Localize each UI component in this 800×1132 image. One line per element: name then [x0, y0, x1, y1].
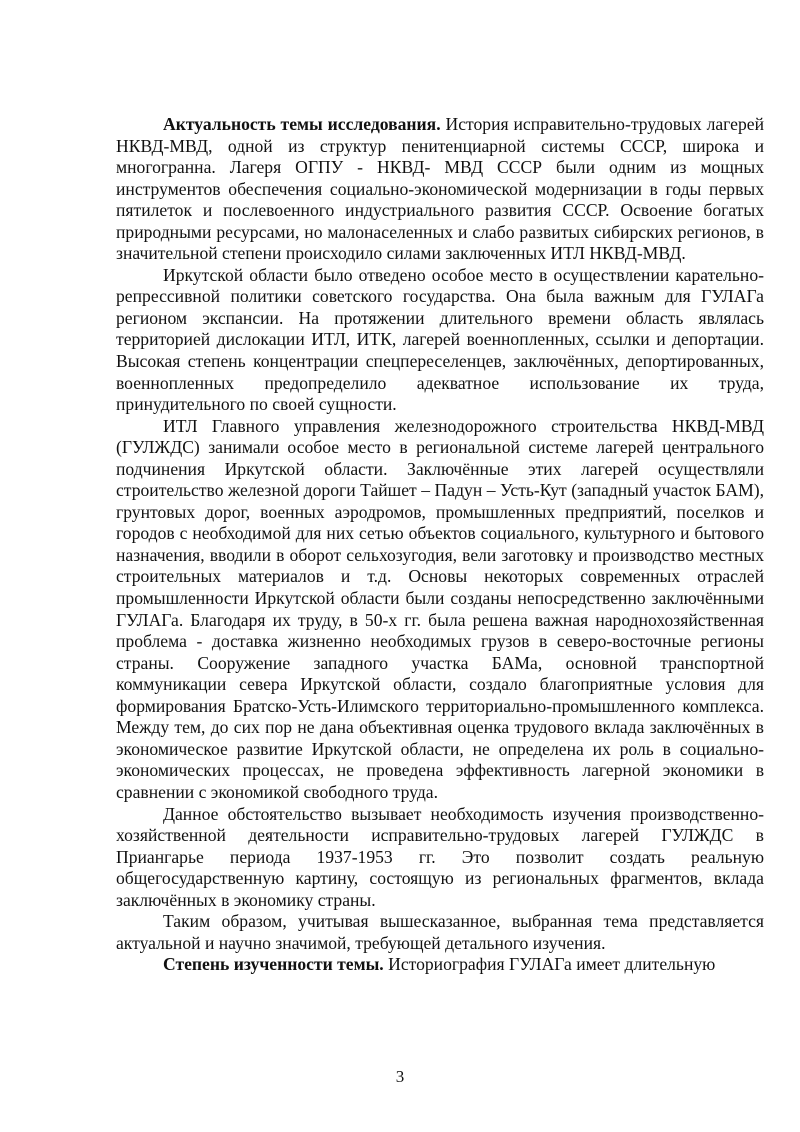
paragraph-text: Иркутской области было отведено особое место в осуществлении карательно-репрессивной политики советского государства. Она была важным для ГУЛАГа регионом экспансии. На протяжении длительного времени область являлась территорией дислокации ИТЛ, ИТК, лагерей военнопленных, ссылки и депортации. Высокая степень концентрации спецпереселенцев, заключённых, депортированных, военнопленных предопределило адекватное использование их труда, принудительного по своей сущности.	[116, 264, 764, 415]
paragraph-text: Историография ГУЛАГа имеет длительную	[383, 954, 716, 975]
paragraph-conclusion	[116, 911, 764, 954]
paragraph-necessity	[116, 804, 764, 912]
paragraph-heading-study-degree: Степень изученности темы.	[163, 954, 384, 975]
paragraph-text: Данное обстоятельство вызывает необходимость изучения производственно-хозяйственной деятельности исправительно-трудовых лагерей ГУЛЖДС в Приангарье периода 1937-1953 гг. Это позволит создать реальную общегосударственную картину, состоящую из региональных фрагментов, вклада заключённых в экономику страны.	[116, 803, 764, 910]
paragraph-text: ИТЛ Главного управления железнодорожного строительства НКВД-МВД (ГУЛЖДС) занимали особое место в региональной системе лагерей центрального подчинения Иркутской области. Заключённые этих лагерей осуществляли строительство железной дороги Тайшет – Падун – Усть-Кут (западный участок БАМ), грунтовых дорог, военных аэродромов, промышленных предприятий, поселков и городов с необходимой для них сетью объектов социального, культурного и бытового назначения, вводили в оборот сельхозугодия, вели заготовку и производство местных строительных материалов и т.д. Основы некоторых современных отраслей промышленности Иркутской области были созданы непосредственно заключёнными ГУЛАГа. Благодаря их труду, в 50-х гг. была решена важная народнохозяйственная проблема - доставка жизненно необходимых грузов в северо-восточные регионы страны. Сооружение западного участка БАМа, основной транспортной коммуникации севера Иркутской области, создало благоприятные условия для формирования Братско-Усть-Илимского территориально-промышленного комплекса. Между тем, до сих пор не дана объективная оценка трудового вклада заключённых в экономическое развитие Иркутской области, не определена их роль в социально-экономических процессах, не проведена эффективность лагерной экономики в сравнении с экономикой свободного труда.	[116, 415, 764, 802]
paragraph-heading-relevance: Актуальность темы исследования.	[163, 114, 441, 134]
paragraph-study-degree	[116, 954, 764, 976]
paragraph-text: История исправительно-трудовых лагерей НКВД-МВД, одной из структур пенитенциарной системы СССР, широка и многогранна. Лагеря ОГПУ - НКВД- МВД СССР были одним из мощных инструментов обеспечения социально-экономической модернизации в годы первых пятилеток и послевоенного индустриального развития СССР. Освоение богатых природными ресурсами, но малонаселенных и слабо развитых сибирских регионов, в значительной степени происходило силами заключенных ИТЛ НКВД-МВД.	[116, 114, 764, 264]
document-body	[116, 114, 764, 976]
paragraph-irkutsk-region	[116, 265, 764, 416]
paragraph-guljds-camps	[116, 416, 764, 804]
page-number: 3	[395, 1067, 405, 1086]
paragraph-relevance	[116, 114, 764, 265]
paragraph-text: Таким образом, учитывая вышесказанное, выбранная тема представляется актуальной и научно значимой, требующей детального изучения.	[116, 911, 764, 953]
